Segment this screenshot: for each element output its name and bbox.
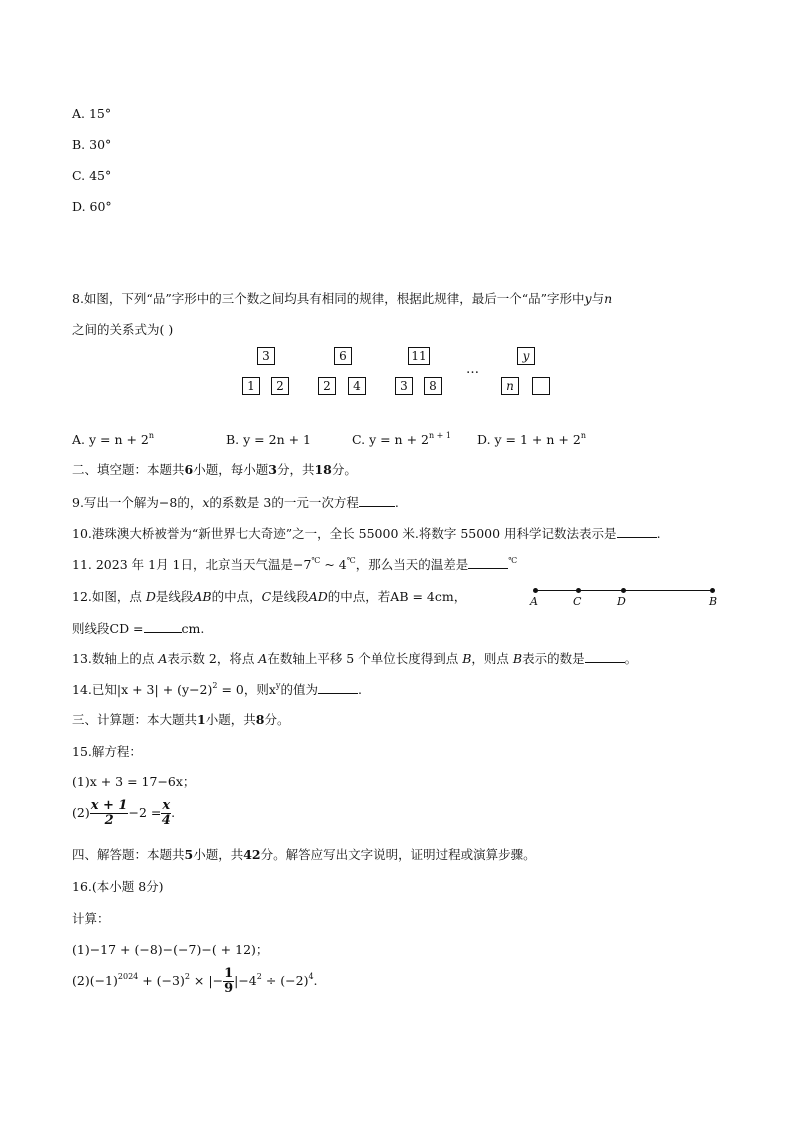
pin-top-1: 3 [257, 347, 275, 365]
pin-top-4: y [517, 347, 535, 365]
answer-blank [468, 556, 508, 569]
pin-top-3: 11 [408, 347, 430, 365]
q9: 9.写出一个解为−8的，x的系数是 3的一元一次方程 . [72, 495, 399, 510]
point-a-label: A [530, 595, 538, 608]
point-c-label: C [573, 595, 582, 608]
q16-part2: $(2)(-1)^{2024} + (-3)^2$ × |− $\frac{1}{9}$ $|-4^2 \div (-2)^4$. [72, 966, 318, 996]
section-4-heading: 四、解答题：本题共5小题，共42分。解答应写出文字说明，证明过程或演算步骤。 [72, 847, 536, 862]
q11: 11. 2023 年 1月 1日，北京当天气温是−7℃ ~ 4℃，那么当天的温差是 ℃ [72, 556, 518, 572]
fraction: $\frac{x}{4}$ [161, 798, 171, 828]
q16-part1: (1)−17 + (−8)−(−7)−( + 12)； [72, 942, 269, 957]
point-a-dot [533, 588, 538, 593]
option-d: D. 60° [72, 199, 112, 214]
point-d-dot [621, 588, 626, 593]
section-2-heading: 二、填空题：本题共6小题，每小题3分，共18分。 [72, 462, 357, 477]
q15-part2: (2) $\frac{x + 1}{2}$ −2 = $\frac{x}{4}$ . [72, 798, 176, 828]
q8-stem-line2: 之间的关系式为( ) [72, 322, 174, 337]
pin-bottom-2b: 4 [348, 377, 366, 395]
point-d-label: D [617, 595, 626, 608]
point-b-dot [710, 588, 715, 593]
point-c-dot [576, 588, 581, 593]
q8-option-b: B. y = 2n + 1 [226, 432, 311, 447]
ellipsis: … [466, 362, 479, 377]
section-3-heading: 三、计算题：本大题共1小题，共8分。 [72, 712, 290, 727]
fraction: $\frac{x + 1}{2}$ [90, 798, 128, 828]
pin-bottom-4a: n [501, 377, 519, 395]
q8-option-d: D. $y = 1 + n + 2^n$ [477, 431, 586, 447]
option-a: A. 15° [72, 106, 112, 121]
q10: 10.港珠澳大桥被誉为“新世界七大奇迹”之一，全长 55000 米.将数字 55000 用科学记数法表示是 . [72, 526, 661, 541]
q14: 14.已知$|x + 3| + (y-2)^2 = 0$，则$x^y$的值为 . [72, 681, 362, 697]
answer-blank [318, 681, 358, 694]
answer-blank [617, 525, 657, 538]
pin-bottom-2a: 2 [318, 377, 336, 395]
answer-blank [359, 494, 395, 507]
option-b: B. 30° [72, 137, 112, 152]
pin-bottom-1a: 1 [242, 377, 260, 395]
q16-calc-label: 计算： [72, 911, 110, 926]
answer-blank [585, 650, 625, 663]
q8-option-a: A. $y = n + 2^n$ [72, 431, 155, 447]
answer-blank [144, 620, 182, 633]
q8-option-c: C. $y = n + 2^{n + 1}$ [352, 431, 452, 447]
q15-part1: (1)x + 3 = 17−6x； [72, 774, 196, 789]
pin-bottom-3a: 3 [395, 377, 413, 395]
pin-bottom-3b: 8 [424, 377, 442, 395]
pin-bottom-1b: 2 [271, 377, 289, 395]
point-b-label: B [709, 595, 718, 608]
q16-title: 16.(本小题 8分) [72, 879, 164, 894]
q12-line2: 则线段CD = cm. [72, 621, 205, 636]
pin-bottom-4b [532, 377, 550, 395]
option-c: C. 45° [72, 168, 112, 183]
fraction: $\frac{1}{9}$ [224, 966, 234, 996]
pin-top-2: 6 [334, 347, 352, 365]
q15-title: 15.解方程： [72, 744, 142, 759]
q8-stem-line1: 8.如图，下列“品”字形中的三个数之间均具有相同的规律，根据此规律，最后一个“品”字形中y与n [72, 291, 613, 306]
q13: 13.数轴上的点 A表示数 2，将点 A在数轴上平移 5 个单位长度得到点 B，则点 B表示的数是 。 [72, 651, 638, 666]
q12-line1: 12.如图，点 D是线段AB的中点，C是线段AD的中点，若AB = 4cm， [72, 589, 467, 604]
